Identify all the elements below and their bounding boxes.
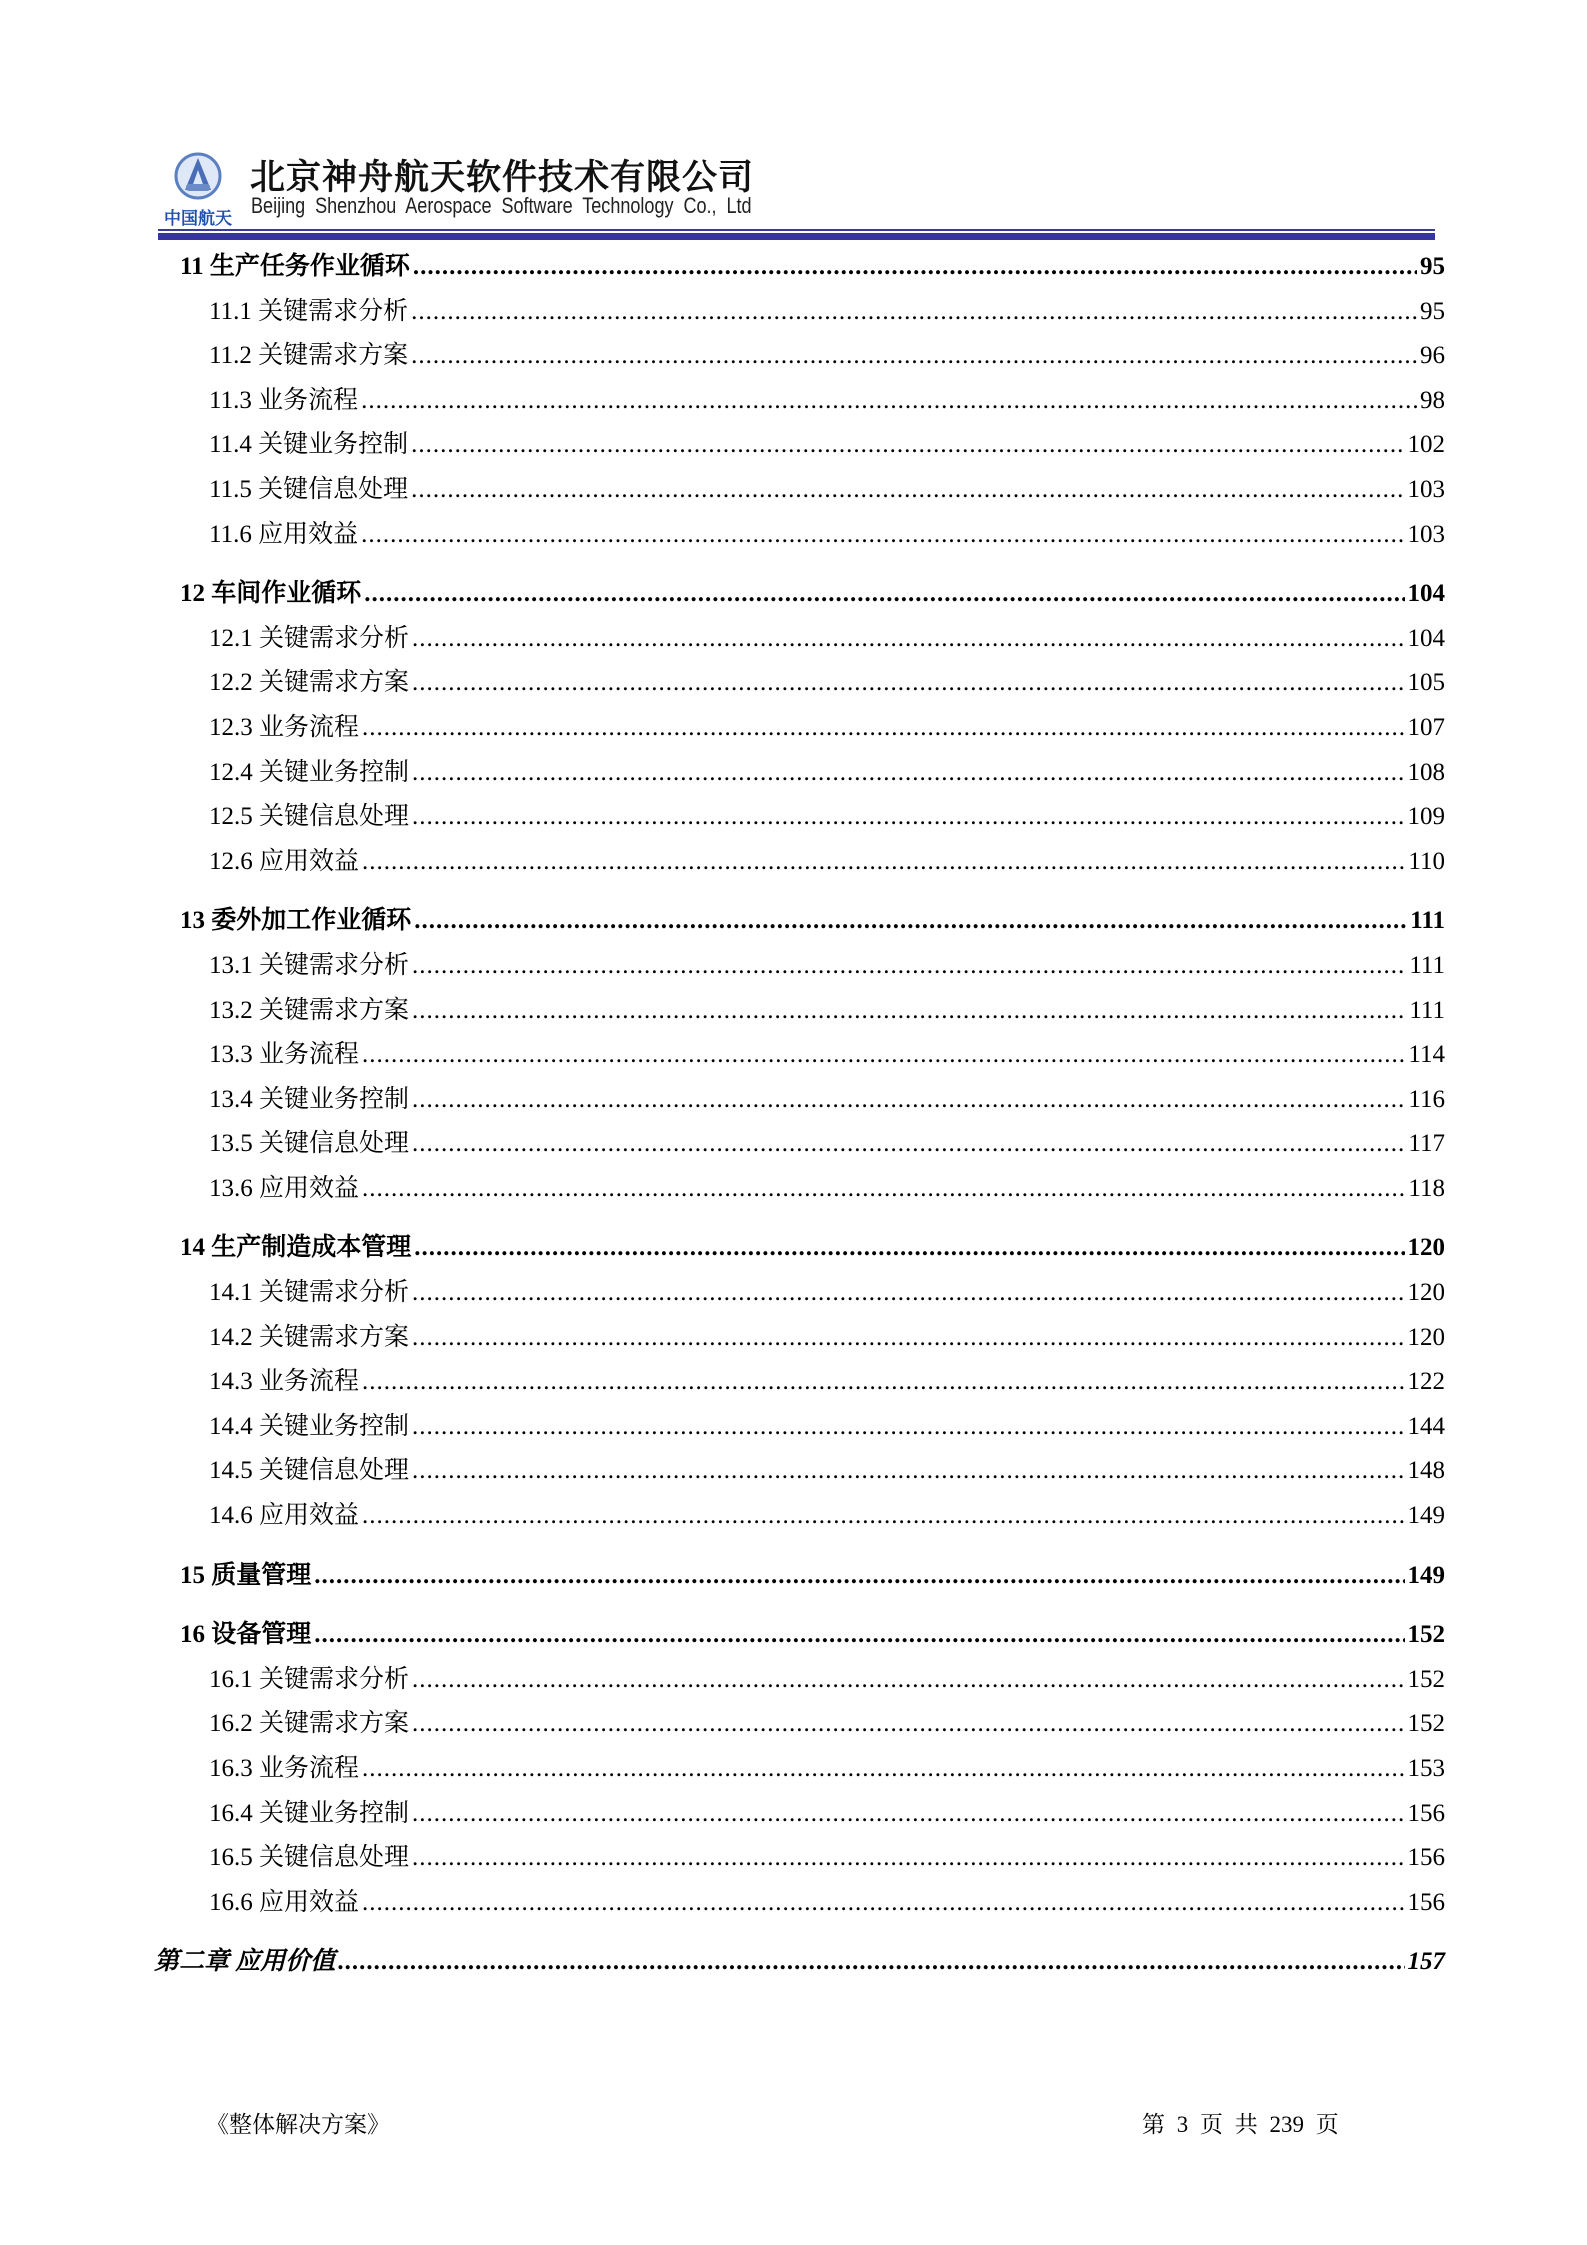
toc-section-entry[interactable] [0,245,1445,290]
dot-leader [412,1836,1404,1881]
toc-entry-page: 102 [1407,431,1445,459]
dot-leader [411,423,1404,468]
dot-leader [362,1747,1404,1792]
toc-entry-page: 109 [1407,803,1445,831]
dot-leader [412,1702,1404,1747]
toc-entry-label: 12.2 关键需求方案 [209,669,410,697]
toc-subsection-entry[interactable] [0,513,1445,558]
toc-entry-page: 120 [1407,1323,1445,1351]
dot-leader [362,1494,1404,1539]
toc-subsection-entry[interactable] [0,751,1445,796]
dot-leader [361,513,1404,558]
toc-subsection-entry[interactable] [0,423,1445,468]
dot-leader [362,1360,1404,1405]
toc-entry-label: 12.1 关键需求分析 [209,624,410,652]
toc-entry-page: 156 [1407,1888,1445,1916]
dot-leader [362,1881,1404,1926]
dot-leader [412,1792,1404,1837]
toc-entry-label: 16 设备管理 [180,1621,312,1649]
toc-entry-label: 12.3 业务流程 [209,713,360,741]
toc-subsection-entry[interactable] [0,1702,1445,1747]
dot-leader [412,1405,1404,1450]
toc-entry-label: 12.6 应用效益 [209,847,360,875]
dot-leader [362,706,1404,751]
toc-subsection-entry[interactable] [0,661,1445,706]
dot-leader [414,1226,1404,1271]
toc-entry-page: 98 [1420,386,1445,414]
toc-entry-label: 16.6 应用效益 [209,1888,360,1916]
dot-leader [411,334,1417,379]
toc-entry-label: 13.4 关键业务控制 [209,1085,410,1113]
toc-entry-label: 13.3 业务流程 [209,1041,360,1069]
toc-section-entry[interactable] [0,899,1445,944]
toc-subsection-entry[interactable] [0,1033,1445,1078]
toc-subsection-entry[interactable] [0,617,1445,662]
toc-entry-label: 11.2 关键需求方案 [209,342,409,370]
dot-leader [412,1078,1405,1123]
header-divider-thick [158,233,1435,240]
toc-subsection-entry[interactable] [0,706,1445,751]
dot-leader [412,989,1406,1034]
toc-entry-page: 108 [1407,758,1445,786]
toc-entry-page: 149 [1407,1561,1445,1589]
table-of-contents [0,245,1587,1985]
footer-page-info: 第 3 页 共 239 页 [1142,2112,1339,2137]
dot-leader [364,572,1404,617]
toc-entry-label: 13.1 关键需求分析 [209,951,410,979]
toc-entry-label: 11.1 关键需求分析 [209,297,409,325]
toc-entry-label: 13.2 关键需求方案 [209,996,410,1024]
dot-leader [412,1122,1405,1167]
dot-leader [412,1449,1404,1494]
dot-leader [412,617,1404,662]
toc-subsection-entry[interactable] [0,989,1445,1034]
toc-entry-page: 111 [1409,996,1445,1024]
toc-entry-page: 120 [1407,1234,1445,1262]
toc-subsection-entry[interactable] [0,1122,1445,1167]
dot-leader [412,1271,1404,1316]
toc-entry-label: 15 质量管理 [180,1561,312,1589]
toc-subsection-entry[interactable] [0,379,1445,424]
toc-subsection-entry[interactable] [0,334,1445,379]
toc-subsection-entry[interactable] [0,1316,1445,1361]
toc-entry-label: 16.2 关键需求方案 [209,1710,410,1738]
toc-entry-page: 95 [1420,253,1445,280]
toc-subsection-entry[interactable] [0,1360,1445,1405]
dot-leader [362,1167,1405,1212]
dot-leader [411,468,1404,513]
toc-entry-page: 152 [1407,1665,1445,1693]
toc-entry-page: 149 [1407,1502,1445,1530]
toc-section-entry[interactable] [0,1613,1445,1658]
toc-subsection-entry[interactable] [0,1792,1445,1837]
dot-leader [414,899,1407,944]
dot-leader [362,1033,1405,1078]
toc-entry-label: 14.2 关键需求方案 [209,1323,410,1351]
toc-subsection-entry[interactable] [0,1449,1445,1494]
toc-entry-label: 13.6 应用效益 [209,1174,360,1202]
toc-subsection-entry[interactable] [0,1836,1445,1881]
toc-entry-page: 153 [1407,1755,1445,1782]
toc-subsection-entry[interactable] [0,468,1445,513]
dot-leader [362,840,1405,885]
toc-entry-label: 13 委外加工作业循环 [180,907,412,935]
toc-entry-label: 11.4 关键业务控制 [209,431,409,459]
toc-entry-page: 107 [1407,713,1445,741]
toc-entry-page: 110 [1408,847,1445,875]
dot-leader [361,379,1417,424]
toc-entry-page: 95 [1420,297,1445,325]
toc-entry-label: 14.1 关键需求分析 [209,1279,410,1307]
toc-subsection-entry[interactable] [0,1078,1445,1123]
toc-subsection-entry[interactable] [0,1167,1445,1212]
toc-entry-page: 122 [1407,1368,1445,1396]
company-name-en: Beijing Shenzhou Aerospace Software Technology Co., Ltd [251,193,752,218]
toc-entry-page: 152 [1407,1621,1445,1649]
toc-entry-page: 156 [1407,1844,1445,1872]
toc-entry-page: 152 [1407,1710,1445,1738]
toc-entry-label: 16.5 关键信息处理 [209,1844,410,1872]
toc-entry-label: 14.3 业务流程 [209,1368,360,1396]
toc-subsection-entry[interactable] [0,1658,1445,1703]
footer-document-title: 《整体解决方案》 [206,2112,390,2137]
toc-entry-page: 105 [1407,669,1445,697]
toc-entry-label: 12.5 关键信息处理 [209,803,410,831]
toc-entry-label: 16.3 业务流程 [209,1755,360,1782]
toc-entry-page: 156 [1407,1799,1445,1827]
toc-subsection-entry[interactable] [0,290,1445,335]
toc-entry-page: 104 [1407,580,1445,608]
toc-entry-label: 14 生产制造成本管理 [180,1234,412,1262]
toc-entry-label: 16.4 关键业务控制 [209,1799,410,1827]
toc-subsection-entry[interactable] [0,944,1445,989]
toc-entry-label: 14.5 关键信息处理 [209,1457,410,1485]
toc-entry-label: 12 车间作业循环 [180,580,362,608]
toc-entry-page: 120 [1407,1279,1445,1307]
toc-subsection-entry[interactable] [0,1747,1445,1792]
dot-leader [412,661,1404,706]
toc-entry-page: 148 [1407,1457,1445,1485]
toc-subsection-entry[interactable] [0,1881,1445,1926]
toc-entry-label: 12.4 关键业务控制 [209,758,410,786]
dot-leader [412,1316,1404,1361]
toc-entry-page: 103 [1407,475,1445,503]
toc-entry-label: 14.4 关键业务控制 [209,1412,410,1440]
toc-entry-page: 117 [1408,1130,1445,1158]
toc-entry-label: 11.6 应用效益 [209,520,359,548]
toc-entry-label: 第二章 应用价值 [154,1948,336,1976]
toc-entry-label: 14.6 应用效益 [209,1502,360,1530]
dot-leader [411,290,1417,335]
toc-entry-page: 157 [1407,1948,1445,1976]
toc-entry-label: 11 生产任务作业循环 [180,253,410,280]
toc-entry-page: 111 [1410,907,1445,935]
dot-leader [314,1554,1404,1599]
toc-subsection-entry[interactable] [0,795,1445,840]
toc-subsection-entry[interactable] [0,1405,1445,1450]
toc-entry-page: 118 [1408,1174,1445,1202]
toc-section-entry[interactable] [0,1554,1445,1599]
toc-chapter-entry[interactable] [0,1940,1445,1985]
toc-entry-page: 114 [1408,1041,1445,1069]
dot-leader [413,245,1417,290]
dot-leader [412,1658,1404,1703]
toc-entry-label: 11.3 业务流程 [209,386,359,414]
toc-entry-page: 103 [1407,520,1445,548]
toc-entry-page: 111 [1409,951,1445,979]
header-divider-thin [158,229,1435,231]
dot-leader [412,751,1404,796]
toc-entry-page: 116 [1408,1085,1445,1113]
svg-text:中国航天: 中国航天 [164,209,232,229]
toc-entry-page: 144 [1407,1412,1445,1440]
toc-entry-page: 96 [1420,342,1445,370]
dot-leader [338,1940,1404,1985]
toc-entry-label: 11.5 关键信息处理 [209,475,409,503]
toc-subsection-entry[interactable] [0,840,1445,885]
toc-entry-page: 104 [1407,624,1445,652]
toc-subsection-entry[interactable] [0,1494,1445,1539]
company-name-cn: 北京神舟航天软件技术有限公司 [250,158,755,198]
toc-subsection-entry[interactable] [0,1271,1445,1316]
dot-leader [314,1613,1404,1658]
dot-leader [412,795,1404,840]
toc-section-entry[interactable] [0,572,1445,617]
casc-logo-icon [158,148,238,230]
toc-section-entry[interactable] [0,1226,1445,1271]
dot-leader [412,944,1406,989]
toc-entry-label: 13.5 关键信息处理 [209,1130,410,1158]
toc-entry-label: 16.1 关键需求分析 [209,1665,410,1693]
